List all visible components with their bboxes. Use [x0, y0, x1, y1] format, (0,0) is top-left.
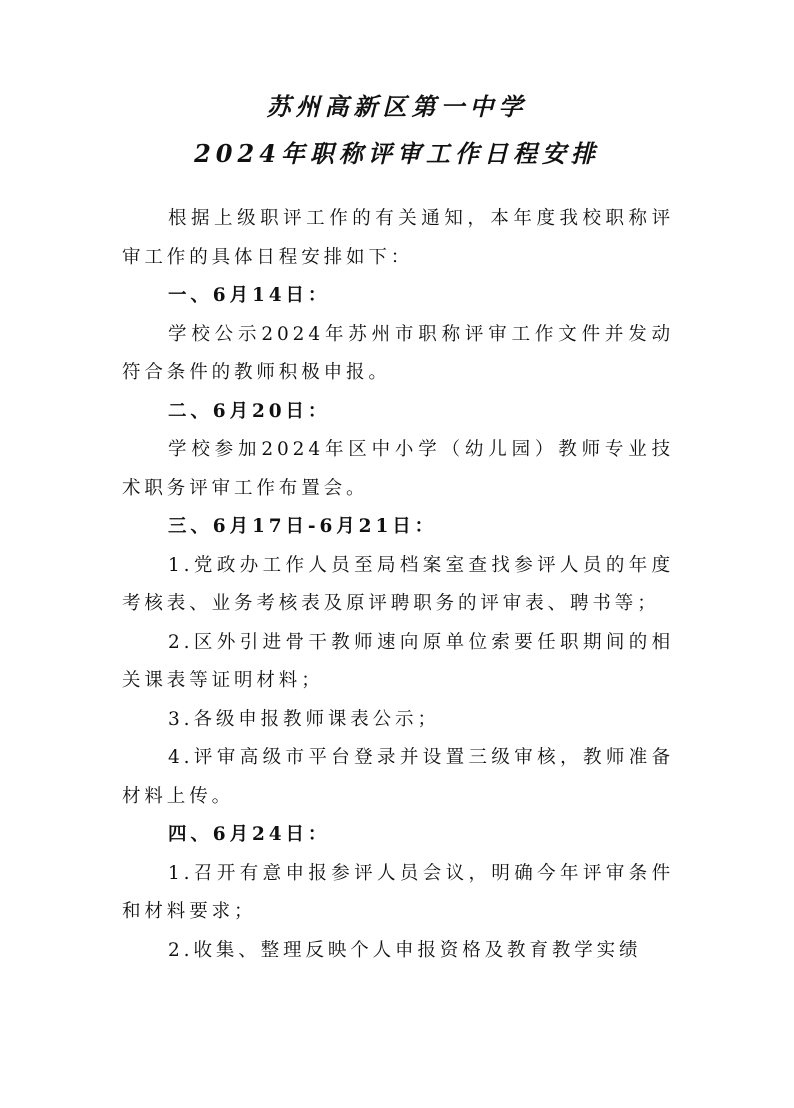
section-paragraph: 4.评审高级市平台登录并设置三级审核，教师准备材料上传。: [122, 747, 674, 807]
document-title: 2024年职称评审工作日程安排: [194, 139, 600, 168]
school-name-title: 苏州高新区第一中学: [266, 92, 528, 121]
section-paragraph: 3.各级申报教师课表公示；: [168, 708, 440, 730]
section-heading: 二、6月20日：: [168, 400, 331, 422]
section-paragraph: 1.召开有意申报参评人员会议，明确今年评审条件和材料要求；: [122, 862, 674, 922]
intro-paragraph: 根据上级职评工作的有关通知，本年度我校职称评审工作的具体日程安排如下：: [122, 208, 674, 268]
section-paragraph: 2.收集、整理反映个人申报资格及教育教学实绩: [168, 939, 642, 961]
section-paragraph: 2.区外引进骨干教师速向原单位索要任职期间的相关课表等证明材料；: [122, 631, 674, 691]
section-paragraph: 学校参加2024年区中小学（幼儿园）教师专业技术职务评审工作布置会。: [122, 439, 674, 499]
section-heading: 三、6月17日-6月21日：: [168, 516, 438, 537]
section-heading: 四、6月24日：: [168, 824, 331, 845]
section-paragraph: 学校公示2024年苏州市职称评审工作文件并发动符合条件的教师积极申报。: [122, 323, 674, 383]
section-paragraph: 1.党政办工作人员至局档案室查找参评人员的年度考核表、业务考核表及原评聘职务的评审表、聘书等；: [122, 554, 674, 614]
document-body: [122, 200, 674, 970]
section-heading: 一、6月14日：: [168, 285, 331, 306]
